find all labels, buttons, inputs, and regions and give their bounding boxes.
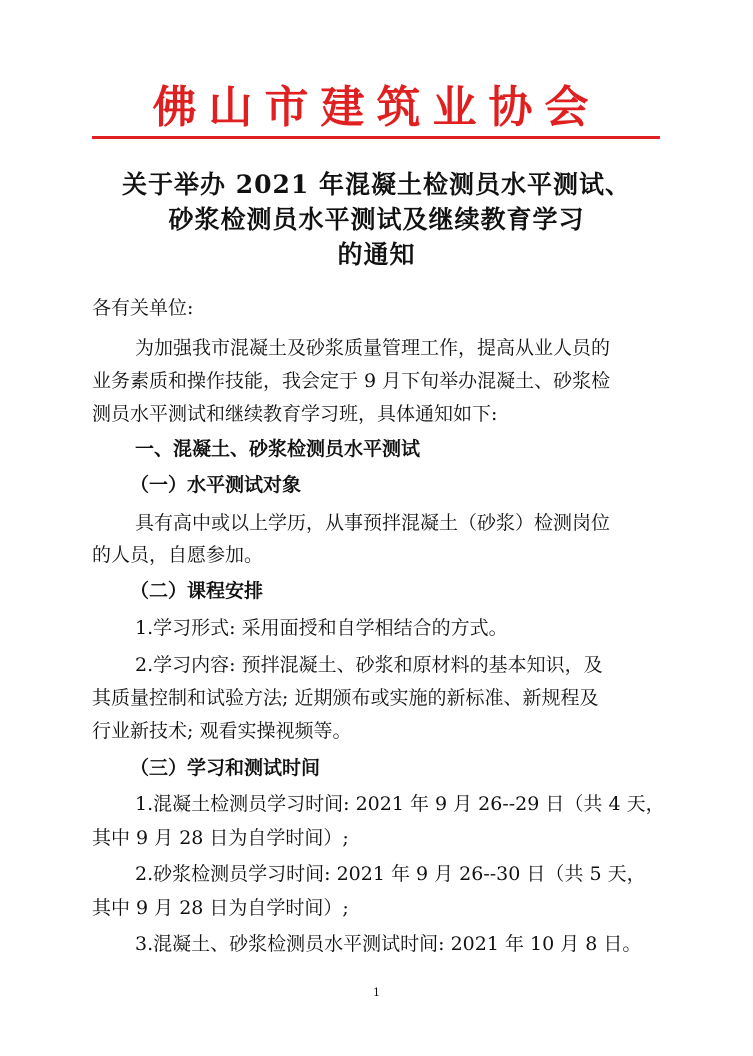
letterhead-org-name: 佛山市建筑业协会 (152, 82, 601, 133)
document-title-line-1: 关于举办 2021 年混凝土检测员水平测试、 (122, 170, 631, 199)
document-title-line-3: 的通知 (337, 240, 416, 269)
subsection-2-item-2-line-3: 行业新技术; 观看实操视频等。 (92, 720, 352, 742)
subsection-3-heading: （三）学习和测试时间 (130, 757, 321, 779)
page-number: 1 (373, 986, 380, 999)
subsection-3-item-2-line-2: 其中 9 月 28 日为自学时间）; (92, 897, 349, 919)
subsection-3-item-1-line-2: 其中 9 月 28 日为自学时间）; (92, 827, 349, 849)
subsection-2-item-2-line-1: 2.学习内容: 预拌混凝土、砂浆和原材料的基本知识，及 (135, 654, 603, 676)
letterhead-divider (92, 136, 660, 139)
subsection-1-line-1: 具有高中或以上学历，从事预拌混凝土（砂浆）检测岗位 (135, 512, 611, 534)
subsection-1-line-2: 的人员，自愿参加。 (92, 544, 264, 566)
intro-line-2: 业务素质和操作技能，我会定于 9 月下旬举办混凝土、砂浆检 (92, 370, 611, 392)
subsection-1-heading: （一）水平测试对象 (130, 474, 302, 496)
section-1-heading: 一、混凝土、砂浆检测员水平测试 (135, 438, 421, 460)
subsection-2-item-2-line-2: 其质量控制和试验方法; 近期颁布或实施的新标准、新规程及 (92, 687, 599, 709)
subsection-2-heading: （二）课程安排 (130, 580, 264, 602)
intro-line-3: 测员水平测试和继续教育学习班，具体通知如下: (92, 403, 498, 425)
subsection-3-item-2-line-1: 2.砂浆检测员学习时间: 2021 年 9 月 26--30 日（共 5 天， (135, 863, 646, 885)
salutation: 各有关单位: (92, 297, 194, 319)
intro-line-1: 为加强我市混凝土及砂浆质量管理工作，提高从业人员的 (135, 337, 611, 359)
subsection-2-item-1: 1.学习形式: 采用面授和自学相结合的方式。 (135, 617, 508, 639)
subsection-3-item-1-line-1: 1.混凝土检测员学习时间: 2021 年 9 月 26--29 日（共 4 天， (135, 793, 665, 815)
document-title-line-2: 砂浆检测员水平测试及继续教育学习 (168, 205, 585, 234)
subsection-3-item-3: 3.混凝土、砂浆检测员水平测试时间: 2021 年 10 月 8 日。 (135, 933, 642, 955)
